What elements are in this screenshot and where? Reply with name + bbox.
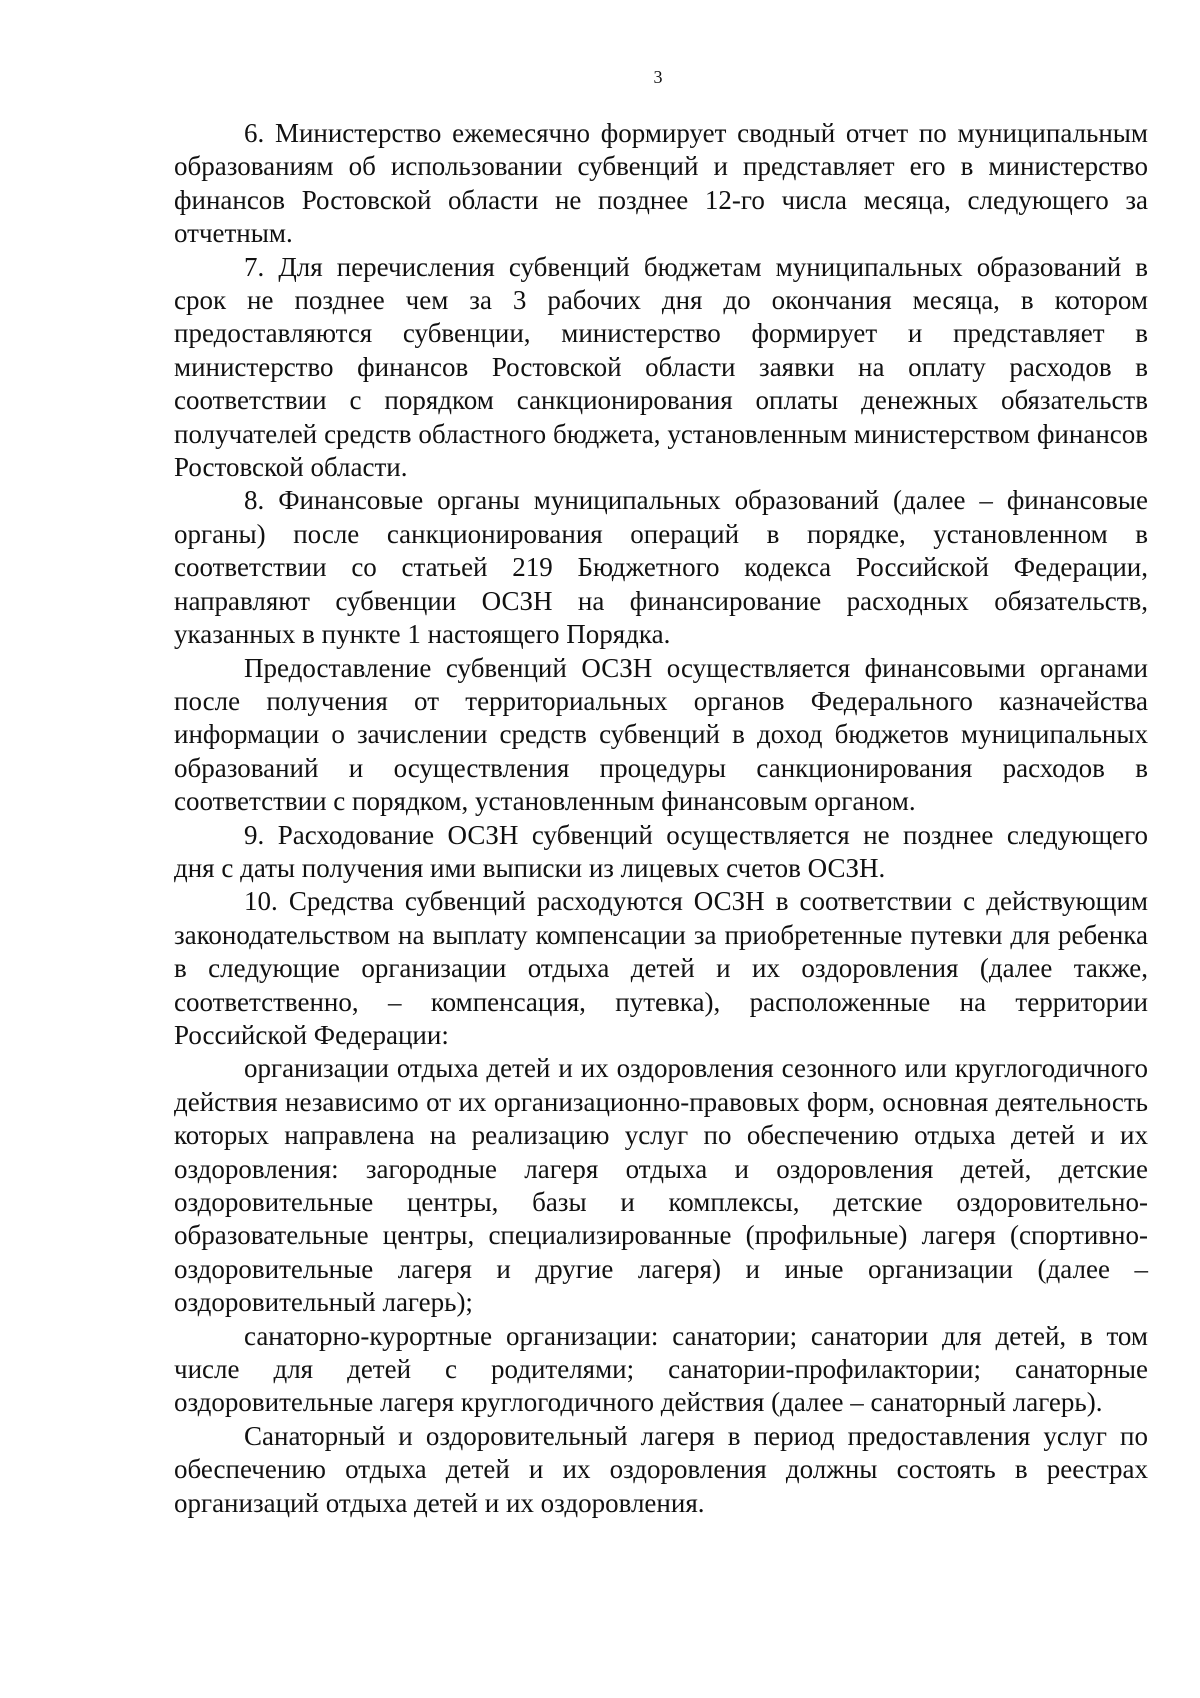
paragraph-10: 10. Средства субвенций расходуются ОСЗН в соответствии с действующим законодательством на выплату компенсации за приобретенные путевки для ребенка в следующие организации отдыха детей и их оздоровления (далее также, соответственно, – компенсация, путевка), расположенные на территории Российской Федерации: xyxy=(174,886,1148,1050)
paragraph-10-item-camps: организации отдыха детей и их оздоровления сезонного или круглогодичного действия независимо от их организационно-правовых форм, основная деятельность которых направлена на реализацию услуг по обеспечению отдыха детей и их оздоровления: загородные лагеря отдыха и оздоровления детей, детские оздоровительные центры, базы и комплексы, детские оздоровительно-образовательные центры, специализированные (профильные) лагеря (спортивно-оздоровительные лагеря и другие лагеря) и иные организации (далее – оздоровительный лагерь); xyxy=(174,1053,1148,1318)
paragraph-10-registry: Санаторный и оздоровительный лагеря в период предоставления услуг по обеспечению отдыха детей и их оздоровления должны состоять в реестрах организаций отдыха детей и их оздоровления. xyxy=(174,1420,1148,1518)
paragraph-6: 6. Министерство ежемесячно формирует сводный отчет по муниципальным образованиям об использовании субвенций и представляет его в министерство финансов Ростовской области не позднее 12-го числа месяца, следующего за отчетным. xyxy=(174,118,1148,249)
paragraph-10-item-sanatoriums: санаторно-курортные организации: санатории; санатории для детей, в том числе для детей с родителями; санатории-профилактории; санаторные оздоровительные лагеря круглогодичного действия (далее – санаторный лагерь). xyxy=(174,1320,1148,1418)
page-number: 3 xyxy=(653,67,663,87)
paragraph-8: 8. Финансовые органы муниципальных образований (далее – финансовые органы) после санкционирования операций в порядке, установленном в соответствии со статьей 219 Бюджетного кодекса Российской Федерации, направляют субвенции ОСЗН на финансирование расходных обязательств, указанных в пункте 1 настоящего Порядка. xyxy=(174,485,1148,650)
paragraph-9: 9. Расходование ОСЗН субвенций осуществляется не позднее следующего дня с даты получения ими выписки из лицевых счетов ОСЗН. xyxy=(174,819,1148,883)
paragraph-8-continued: Предоставление субвенций ОСЗН осуществляется финансовыми органами после получения от территориальных органов Федерального казначейства информации о зачислении средств субвенций в доход бюджетов муниципальных образований и осуществления процедуры санкционирования расходов в соответствии с порядком, установленным финансовым органом. xyxy=(174,652,1148,817)
document-body xyxy=(174,117,1148,1520)
paragraph-7: 7. Для перечисления субвенций бюджетам муниципальных образований в срок не позднее чем за 3 рабочих дня до окончания месяца, в котором предоставляются субвенции, министерство формирует и представляет в министерство финансов Ростовской области заявки на оплату расходов в соответствии с порядком санкционирования оплаты денежных обязательств получателей средств областного бюджета, установленным министерством финансов Ростовской области. xyxy=(174,251,1148,483)
